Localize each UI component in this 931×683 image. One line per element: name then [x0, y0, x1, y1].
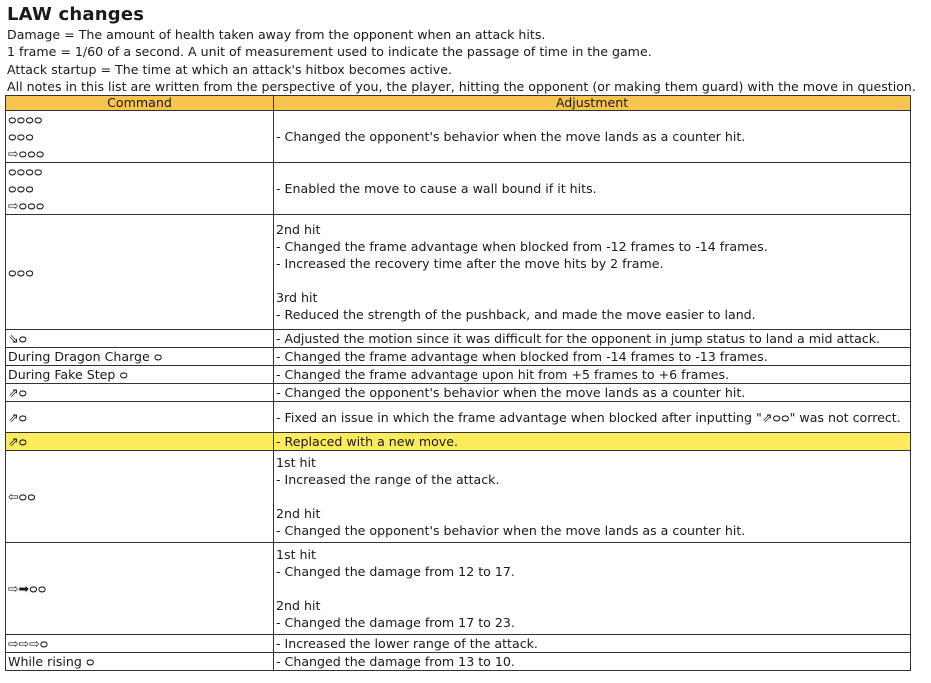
adjustment-cell [274, 635, 911, 653]
table-row [6, 366, 911, 384]
command-text: ⇘ᴑ [8, 331, 28, 346]
header-command: Command [6, 96, 274, 111]
adjustment-text: 2nd hit [276, 598, 321, 613]
table-row [6, 653, 911, 671]
adjustment-text: 1st hit [276, 455, 316, 470]
command-cell [6, 451, 274, 543]
table-row [6, 330, 911, 348]
command-cell [6, 543, 274, 635]
adjustment-cell [274, 366, 911, 384]
command-cell [6, 366, 274, 384]
table-row [6, 635, 911, 653]
command-text: While rising ᴑ [8, 654, 95, 669]
adjustment-text: - Increased the lower range of the attack. [276, 636, 538, 651]
command-cell [6, 653, 274, 671]
adjustment-cell [274, 402, 911, 433]
adjustment-text: - Increased the recovery time after the move hits by 2 frame. [276, 256, 664, 271]
adjustment-spacer [276, 580, 908, 597]
command-text: ⇨ᴑᴑᴑ [8, 198, 45, 213]
table-header-row [6, 96, 911, 111]
adjustment-text: - Changed the opponent's behavior when the move lands as a counter hit. [276, 523, 746, 538]
note-attack-startup: Attack startup = The time at which an attack's hitbox becomes active. [7, 62, 452, 77]
command-text: ᴑᴑᴑ [8, 129, 34, 144]
command-text: ⇗ᴑ [8, 434, 28, 449]
command-text: ⇗ᴑ [8, 409, 28, 425]
command-cell [6, 384, 274, 402]
command-cell [6, 163, 274, 215]
command-text: ⇦ᴑᴑ [8, 489, 36, 504]
command-cell [6, 330, 274, 348]
page-title: LAW changes [7, 4, 145, 25]
command-text: ⇨ᴑᴑᴑ [8, 146, 45, 161]
table-row [6, 215, 911, 330]
adjustment-text: 2nd hit [276, 222, 321, 237]
table-row [6, 451, 911, 543]
adjustment-cell [274, 348, 911, 366]
adjustment-text: - Increased the range of the attack. [276, 472, 500, 487]
adjustment-text: - Changed the damage from 13 to 10. [276, 654, 515, 669]
adjustment-text: 2nd hit [276, 506, 321, 521]
command-text: ⇨➡ᴑᴑ [8, 581, 47, 596]
table-row [6, 111, 911, 163]
adjustment-text: 3rd hit [276, 290, 318, 305]
adjustment-cell [274, 330, 911, 348]
adjustment-cell [274, 451, 911, 543]
table-row [6, 433, 911, 451]
adjustment-spacer [276, 488, 908, 505]
adjustment-cell [274, 433, 911, 451]
table-row [6, 348, 911, 366]
table-row [6, 163, 911, 215]
adjustment-text: - Adjusted the motion since it was difficult for the opponent in jump status to land a mid attack. [276, 331, 881, 346]
adjustment-cell [274, 111, 911, 163]
adjustment-cell [274, 543, 911, 635]
adjustment-text: - Changed the damage from 17 to 23. [276, 615, 515, 630]
command-cell [6, 433, 274, 451]
adjustment-text: 1st hit [276, 547, 316, 562]
command-text: During Dragon Charge ᴑ [8, 349, 163, 364]
adjustment-text: - Fixed an issue in which the frame advantage when blocked after inputting "⇗ᴑᴑ" was not correct. [276, 409, 901, 425]
command-text: During Fake Step ᴑ [8, 367, 129, 382]
command-cell [6, 402, 274, 433]
command-cell [6, 215, 274, 330]
adjustment-cell [274, 163, 911, 215]
adjustment-cell [274, 215, 911, 330]
command-text: ᴑᴑᴑᴑ [8, 164, 43, 179]
table-row [6, 384, 911, 402]
command-text: ᴑᴑᴑ [8, 264, 34, 280]
command-text: ⇨⇨⇨ᴑ [8, 636, 49, 651]
note-frame: 1 frame = 1/60 of a second. A unit of measurement used to indicate the passage of time in the game. [7, 44, 652, 59]
adjustment-text: - Changed the frame advantage when blocked from -14 frames to -13 frames. [276, 349, 768, 364]
command-cell [6, 635, 274, 653]
adjustment-text: - Changed the frame advantage when blocked from -12 frames to -14 frames. [276, 239, 768, 254]
changes-table [5, 95, 911, 671]
adjustment-cell [274, 384, 911, 402]
adjustment-cell [274, 653, 911, 671]
adjustment-text: - Reduced the strength of the pushback, and made the move easier to land. [276, 307, 756, 322]
command-cell [6, 348, 274, 366]
adjustment-text: - Changed the frame advantage upon hit from +5 frames to +6 frames. [276, 367, 730, 382]
adjustment-text: - Changed the opponent's behavior when the move lands as a counter hit. [276, 129, 746, 144]
command-text: ᴑᴑᴑᴑ [8, 112, 43, 127]
header-adjustment: Adjustment [274, 96, 911, 111]
note-damage: Damage = The amount of health taken away from the opponent when an attack hits. [7, 27, 546, 42]
adjustment-spacer [276, 272, 908, 289]
adjustment-text: - Changed the opponent's behavior when the move lands as a counter hit. [276, 385, 746, 400]
table-row [6, 543, 911, 635]
command-text: ⇗ᴑ [8, 385, 28, 400]
table-row [6, 402, 911, 433]
command-text: ᴑᴑᴑ [8, 181, 34, 196]
adjustment-text: - Enabled the move to cause a wall bound if it hits. [276, 181, 597, 196]
adjustment-text: - Replaced with a new move. [276, 434, 459, 449]
command-cell [6, 111, 274, 163]
adjustment-text: - Changed the damage from 12 to 17. [276, 564, 515, 579]
note-perspective: All notes in this list are written from the perspective of you, the player, hitting the opponent (or making them guard) with the move in question. [7, 79, 916, 94]
